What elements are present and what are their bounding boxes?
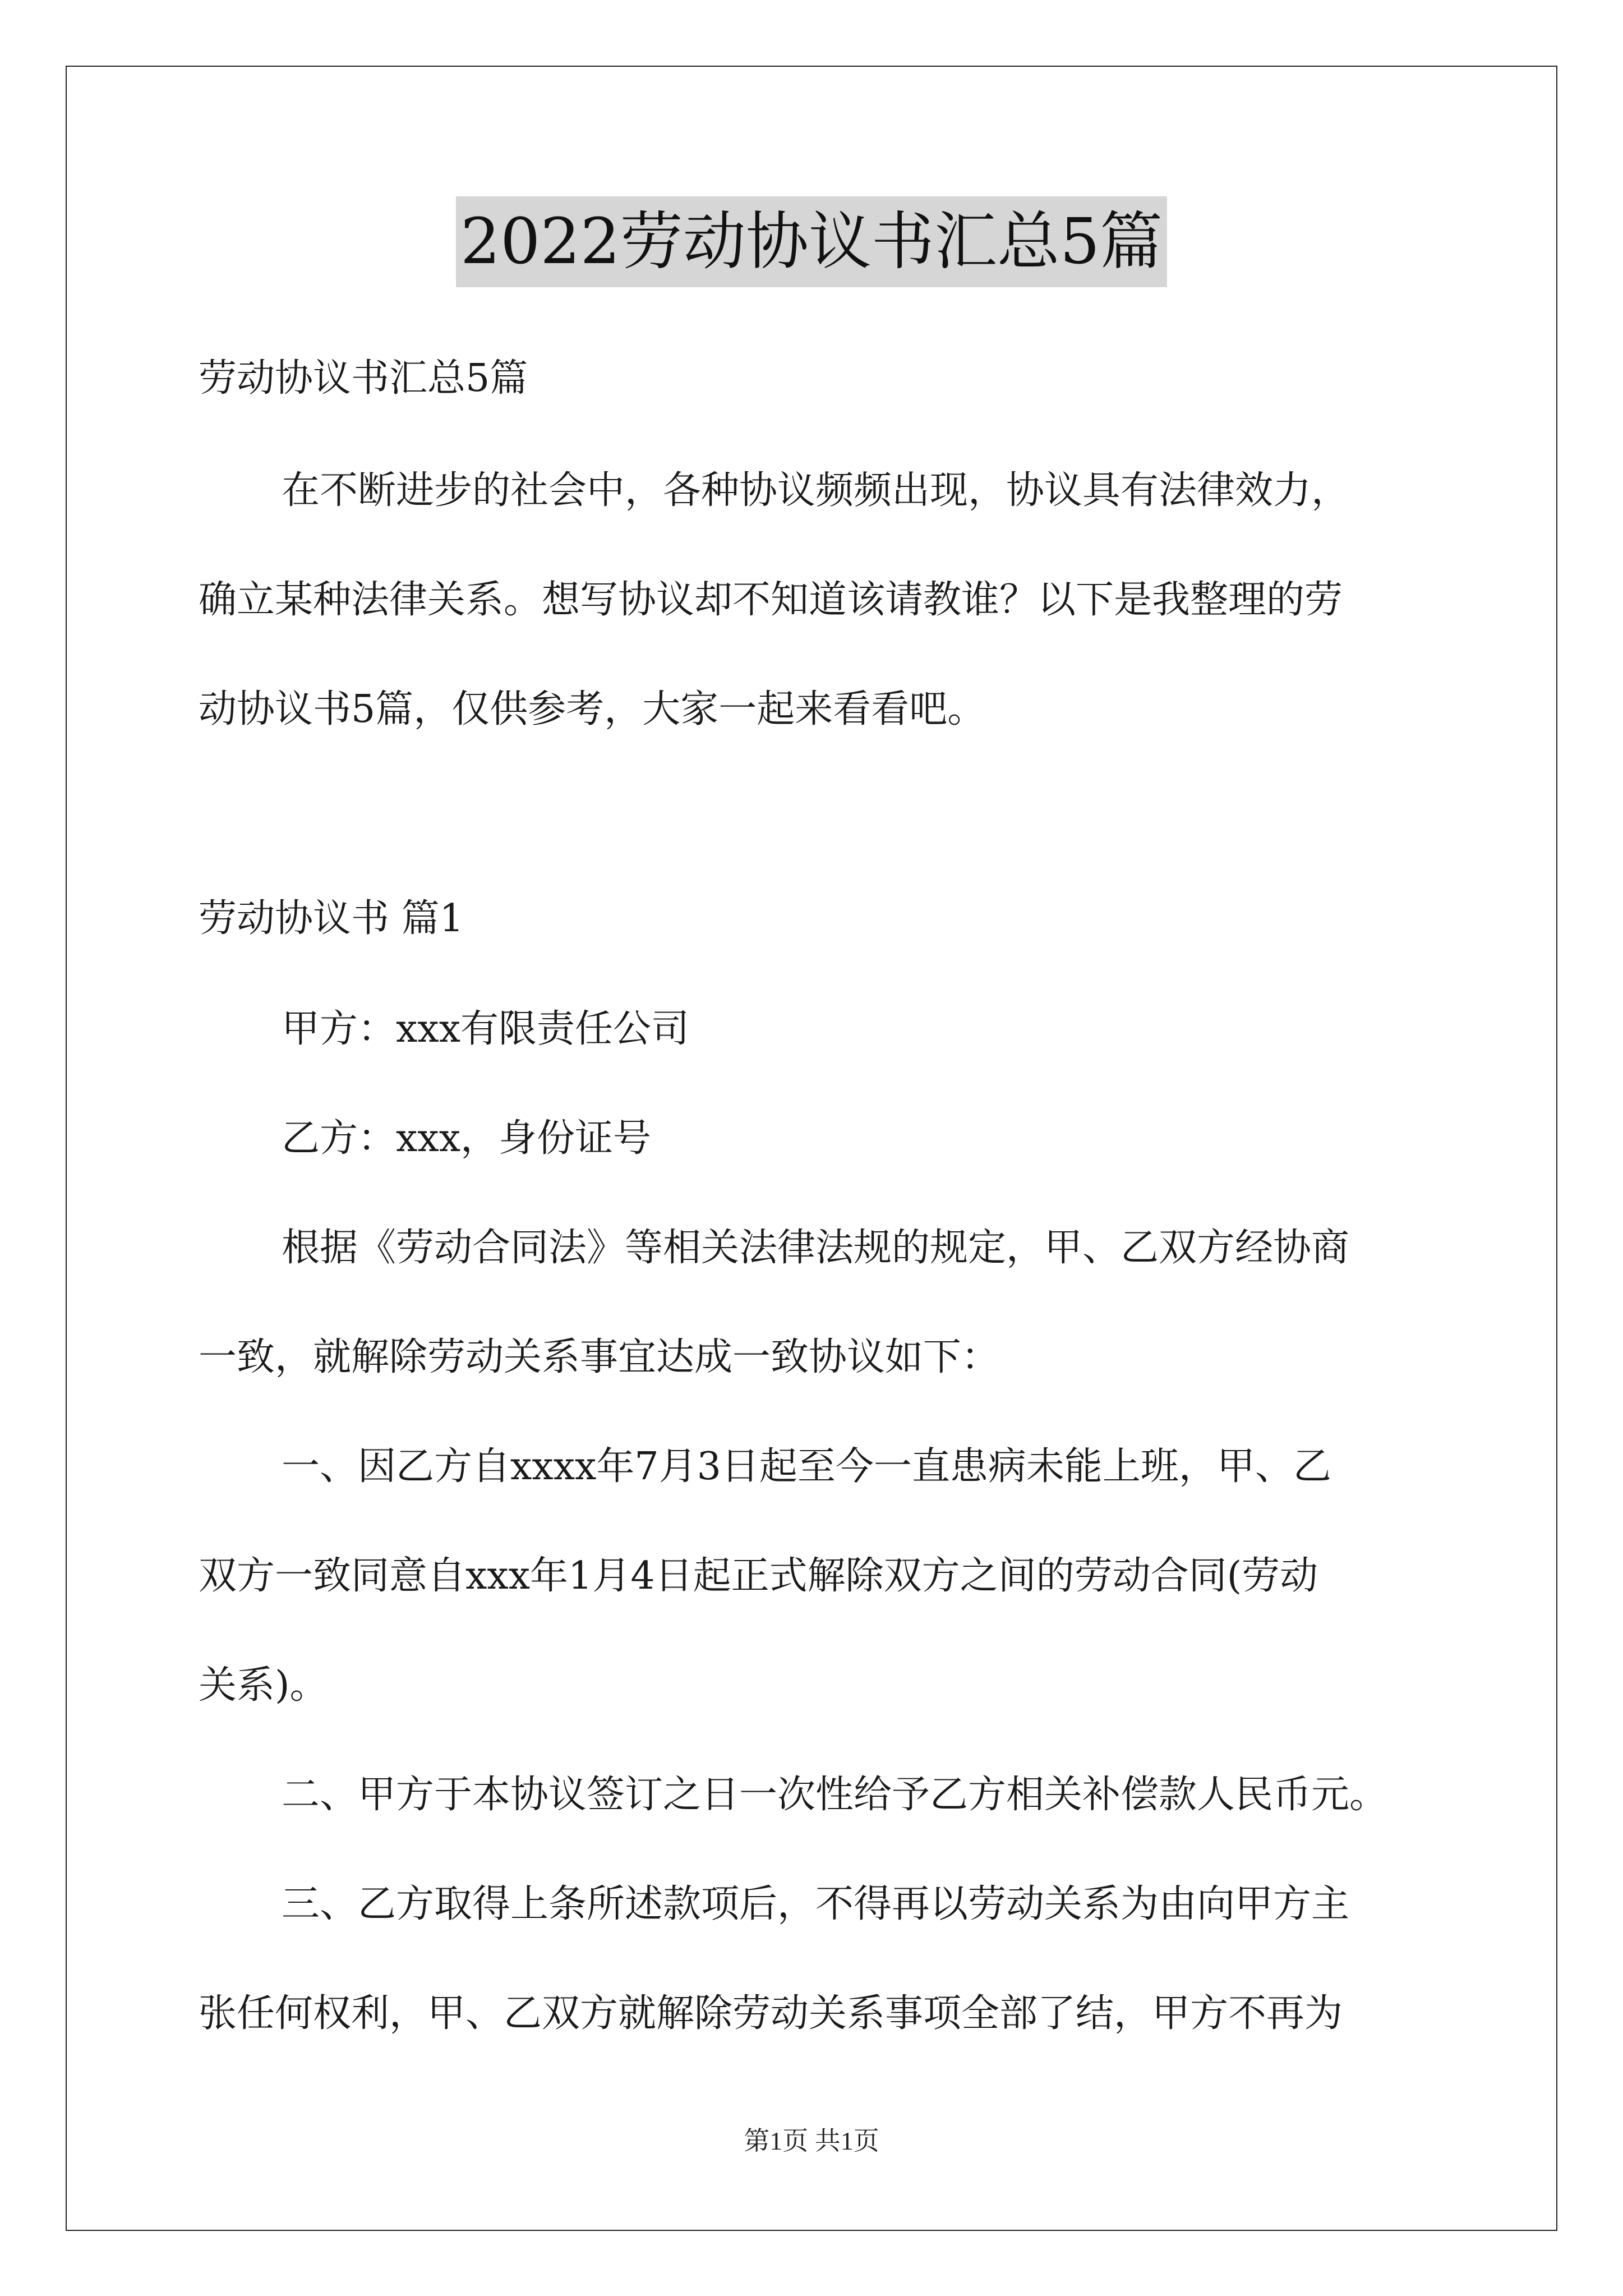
intro-line-3: 动协议书5篇，仅供参考，大家一起来看看吧。 <box>199 687 986 731</box>
clause-3-line-1: 三、乙方取得上条所述款项后，不得再以劳动关系为由向甲方主 <box>282 1882 1350 1926</box>
intro-line-1: 在不断进步的社会中，各种协议频频出现，协议具有法律效力， <box>282 468 1350 513</box>
section-heading: 劳动协议书 篇1 <box>199 896 464 941</box>
clause-1-line-3: 关系)。 <box>199 1663 328 1708</box>
document-subtitle: 劳动协议书汇总5篇 <box>199 356 528 401</box>
clause-1-line-2: 双方一致同意自xxx年1月4日起正式解除双方之间的劳动合同(劳动 <box>199 1554 1318 1598</box>
page-footer: 第1页 共1页 <box>744 2127 879 2155</box>
basis-line-1: 根据《劳动合同法》等相关法律法规的规定，甲、乙双方经协商 <box>282 1226 1350 1270</box>
party-a: 甲方：xxx有限责任公司 <box>282 1007 690 1051</box>
clause-1-line-1: 一、因乙方自xxxx年7月3日起至今一直患病未能上班，甲、乙 <box>282 1444 1331 1489</box>
document-title: 2022劳动协议书汇总5篇 <box>456 196 1167 287</box>
party-b: 乙方：xxx，身份证号 <box>282 1116 652 1161</box>
clause-2-line-1: 二、甲方于本协议签订之日一次性给予乙方相关补偿款人民币元。 <box>282 1773 1388 1817</box>
clause-3-line-2: 张任何权利，甲、乙双方就解除劳动关系事项全部了结，甲方不再为 <box>199 1991 1343 2036</box>
basis-line-2: 一致，就解除劳动关系事宜达成一致协议如下： <box>199 1335 1000 1379</box>
title-container <box>0 196 1623 287</box>
intro-line-2: 确立某种法律关系。想写协议却不知道该请教谁？以下是我整理的劳 <box>199 578 1343 622</box>
